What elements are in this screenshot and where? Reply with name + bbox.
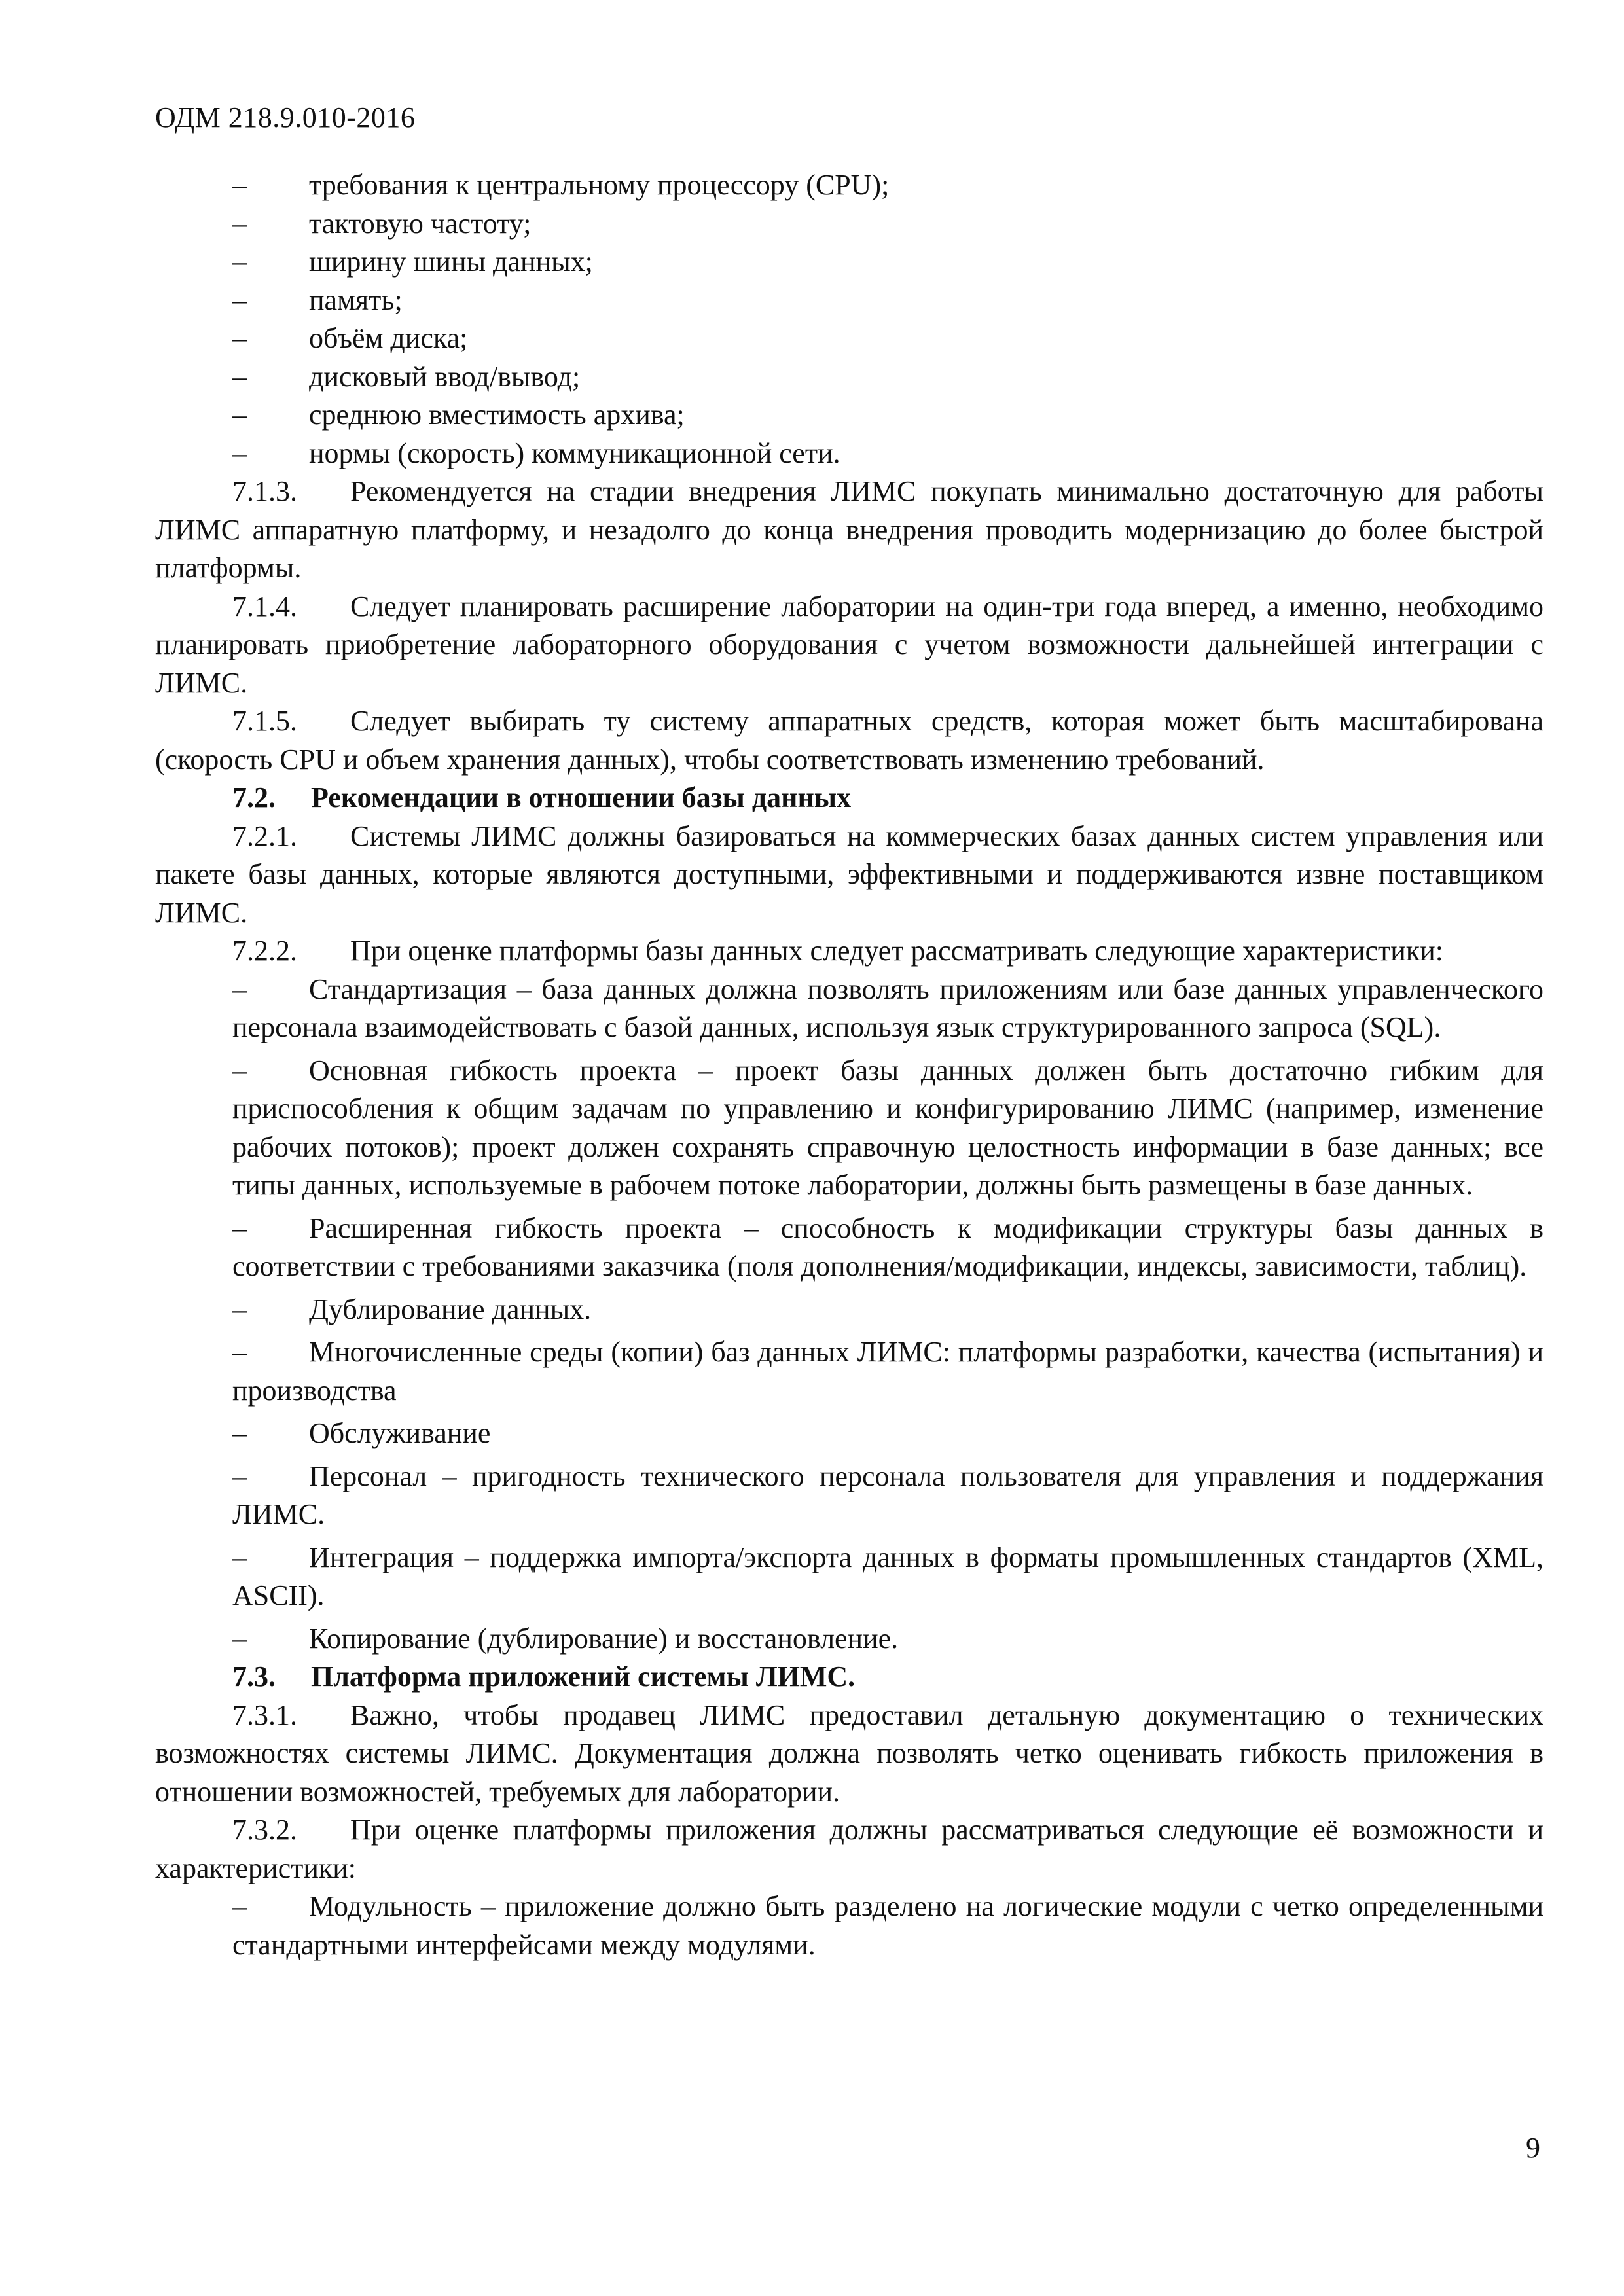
list-item-text: память; xyxy=(309,283,403,316)
clause-number: 7.2.2. xyxy=(232,935,297,967)
dash-bullet: – xyxy=(232,322,247,354)
list-item xyxy=(155,396,1543,435)
paragraph-text: Следует выбирать ту систему аппаратных средств, которая может быть масштабирована (скорость CPU и объем хранения данных), чтобы соответствовать изменению требований. xyxy=(155,705,1543,776)
dash-bullet: – xyxy=(232,1417,247,1449)
document-code-header: ОДМ 218.9.010-2016 xyxy=(155,101,416,134)
list-item-text: дисковый ввод/вывод; xyxy=(309,360,581,393)
list-item xyxy=(155,435,1543,473)
clause-number: 7.1.5. xyxy=(232,705,297,737)
paragraph-text: Системы ЛИМС должны базироваться на коммерческих базах данных систем управления или пакете базы данных, которые являются доступными, эффективными и поддерживаются извне поставщиком ЛИМС. xyxy=(155,819,1543,929)
dash-bullet: – xyxy=(232,399,247,431)
list-item xyxy=(155,205,1543,243)
dash-bullet: – xyxy=(232,283,247,316)
section-number: 7.2. xyxy=(232,781,276,814)
list-item-text: Копирование (дублирование) и восстановление. xyxy=(309,1622,899,1655)
dash-bullet: – xyxy=(232,1890,247,1922)
paragraph-text: Важно, чтобы продавец ЛИМС предоставил детальную документацию о технических возможностях системы ЛИМС. Документация должна позволять четко оценивать гибкость приложения в отношении возможностей, требуемых для лаборатории. xyxy=(155,1698,1543,1808)
list-item-text: Дублирование данных. xyxy=(309,1293,592,1325)
list-item-text: Основная гибкость проекта – проект базы данных должен быть достаточно гибким для приспособления к общим задачам по управлению и конфигурированию ЛИМС (например, изменение рабочих потоков); проект должен сохранять справочную целостность информации в базе данных; все типы данных, используемые в рабочем потоке лаборатории, должны быть размещены в базе данных. xyxy=(232,1054,1543,1201)
list-item xyxy=(155,319,1543,358)
paragraph-text: Следует планировать расширение лаборатории на один-три года вперед, а именно, необходимо планировать приобретение лабораторного оборудования с учетом возможности дальнейшей интеграции с ЛИМС. xyxy=(155,590,1543,699)
dash-bullet: – xyxy=(232,1336,247,1368)
list-item-text: Интеграция – поддержка импорта/экспорта данных в форматы промышленных стандартов (XML, ASCII). xyxy=(232,1541,1543,1611)
database-characteristics-list xyxy=(155,971,1543,1659)
dash-bullet: – xyxy=(232,1622,247,1655)
paragraph-7-2-2 xyxy=(155,932,1543,971)
list-item xyxy=(155,1414,1543,1453)
dash-bullet: – xyxy=(232,1293,247,1325)
paragraph-text: При оценке платформы базы данных следует рассматривать следующие характеристики: xyxy=(350,935,1443,967)
clause-number: 7.1.4. xyxy=(232,590,297,622)
list-item xyxy=(155,1888,1543,1964)
dash-bullet: – xyxy=(232,360,247,393)
list-item-text: Модульность – приложение должно быть разделено на логические модули с четко определенными стандартными интерфейсами между модулями. xyxy=(232,1890,1543,1961)
clause-number: 7.3.1. xyxy=(232,1698,297,1731)
dash-bullet: – xyxy=(232,245,247,278)
dash-bullet: – xyxy=(232,169,247,201)
list-item-text: Персонал – пригодность технического персонала пользователя для управления и поддержания ЛИМС. xyxy=(232,1460,1543,1530)
application-characteristics-list xyxy=(155,1888,1543,1964)
list-item xyxy=(155,1539,1543,1615)
dash-bullet: – xyxy=(232,207,247,240)
list-item xyxy=(155,243,1543,281)
list-item-text: среднюю вместимость архива; xyxy=(309,399,685,431)
paragraph-7-1-3 xyxy=(155,473,1543,588)
section-title: Платформа приложений системы ЛИМС. xyxy=(311,1660,856,1693)
list-item-text: Расширенная гибкость проекта – способность к модификации структуры базы данных в соответствии с требованиями заказчика (поля дополнения/модификации, индексы, зависимости, таблиц). xyxy=(232,1211,1543,1282)
list-item xyxy=(155,281,1543,320)
list-item xyxy=(155,1333,1543,1410)
dash-bullet: – xyxy=(232,1541,247,1573)
clause-number: 7.1.3. xyxy=(232,475,297,507)
list-item-text: нормы (скорость) коммуникационной сети. xyxy=(309,437,840,469)
clause-number: 7.3.2. xyxy=(232,1814,297,1846)
list-item-text: объём диска; xyxy=(309,322,468,354)
page-number: 9 xyxy=(1526,2132,1540,2164)
list-item xyxy=(155,358,1543,397)
section-title: Рекомендации в отношении базы данных xyxy=(311,781,852,814)
list-item xyxy=(155,1210,1543,1286)
dash-bullet: – xyxy=(232,973,247,1005)
list-item xyxy=(155,1620,1543,1659)
paragraph-7-2-1 xyxy=(155,817,1543,933)
dash-bullet: – xyxy=(232,437,247,469)
list-item-text: тактовую частоту; xyxy=(309,207,532,240)
list-item xyxy=(155,1458,1543,1534)
list-item xyxy=(155,1291,1543,1329)
section-heading-7-2 xyxy=(155,779,1543,817)
paragraph-text: При оценке платформы приложения должны рассматриваться следующие её возможности и характеристики: xyxy=(155,1814,1543,1884)
paragraph-7-1-5 xyxy=(155,702,1543,779)
list-item-text: Обслуживание xyxy=(309,1417,491,1449)
list-item xyxy=(155,971,1543,1047)
paragraph-7-3-1 xyxy=(155,1696,1543,1812)
page-content xyxy=(155,166,1543,1964)
clause-number: 7.2.1. xyxy=(232,819,297,852)
list-item-text: Многочисленные среды (копии) баз данных ЛИМС: платформы разработки, качества (испытания) и производства xyxy=(232,1336,1543,1407)
dash-bullet: – xyxy=(232,1054,247,1086)
section-number: 7.3. xyxy=(232,1660,276,1693)
section-heading-7-3 xyxy=(155,1658,1543,1696)
paragraph-7-1-4 xyxy=(155,588,1543,703)
list-item-text: требования к центральному процессору (CPU); xyxy=(309,169,890,201)
hardware-requirements-list xyxy=(155,166,1543,473)
list-item xyxy=(155,1052,1543,1205)
list-item-text: ширину шины данных; xyxy=(309,245,593,278)
list-item-text: Стандартизация – база данных должна позволять приложениям или базе данных управленческого персонала взаимодействовать с базой данных, используя язык структурированного запроса (SQL). xyxy=(232,973,1543,1043)
dash-bullet: – xyxy=(232,1460,247,1492)
list-item xyxy=(155,166,1543,205)
paragraph-7-3-2 xyxy=(155,1811,1543,1888)
dash-bullet: – xyxy=(232,1211,247,1244)
paragraph-text: Рекомендуется на стадии внедрения ЛИМС покупать минимально достаточную для работы ЛИМС аппаратную платформу, и незадолго до конца внедрения проводить модернизацию до более быстрой платформы. xyxy=(155,475,1543,584)
